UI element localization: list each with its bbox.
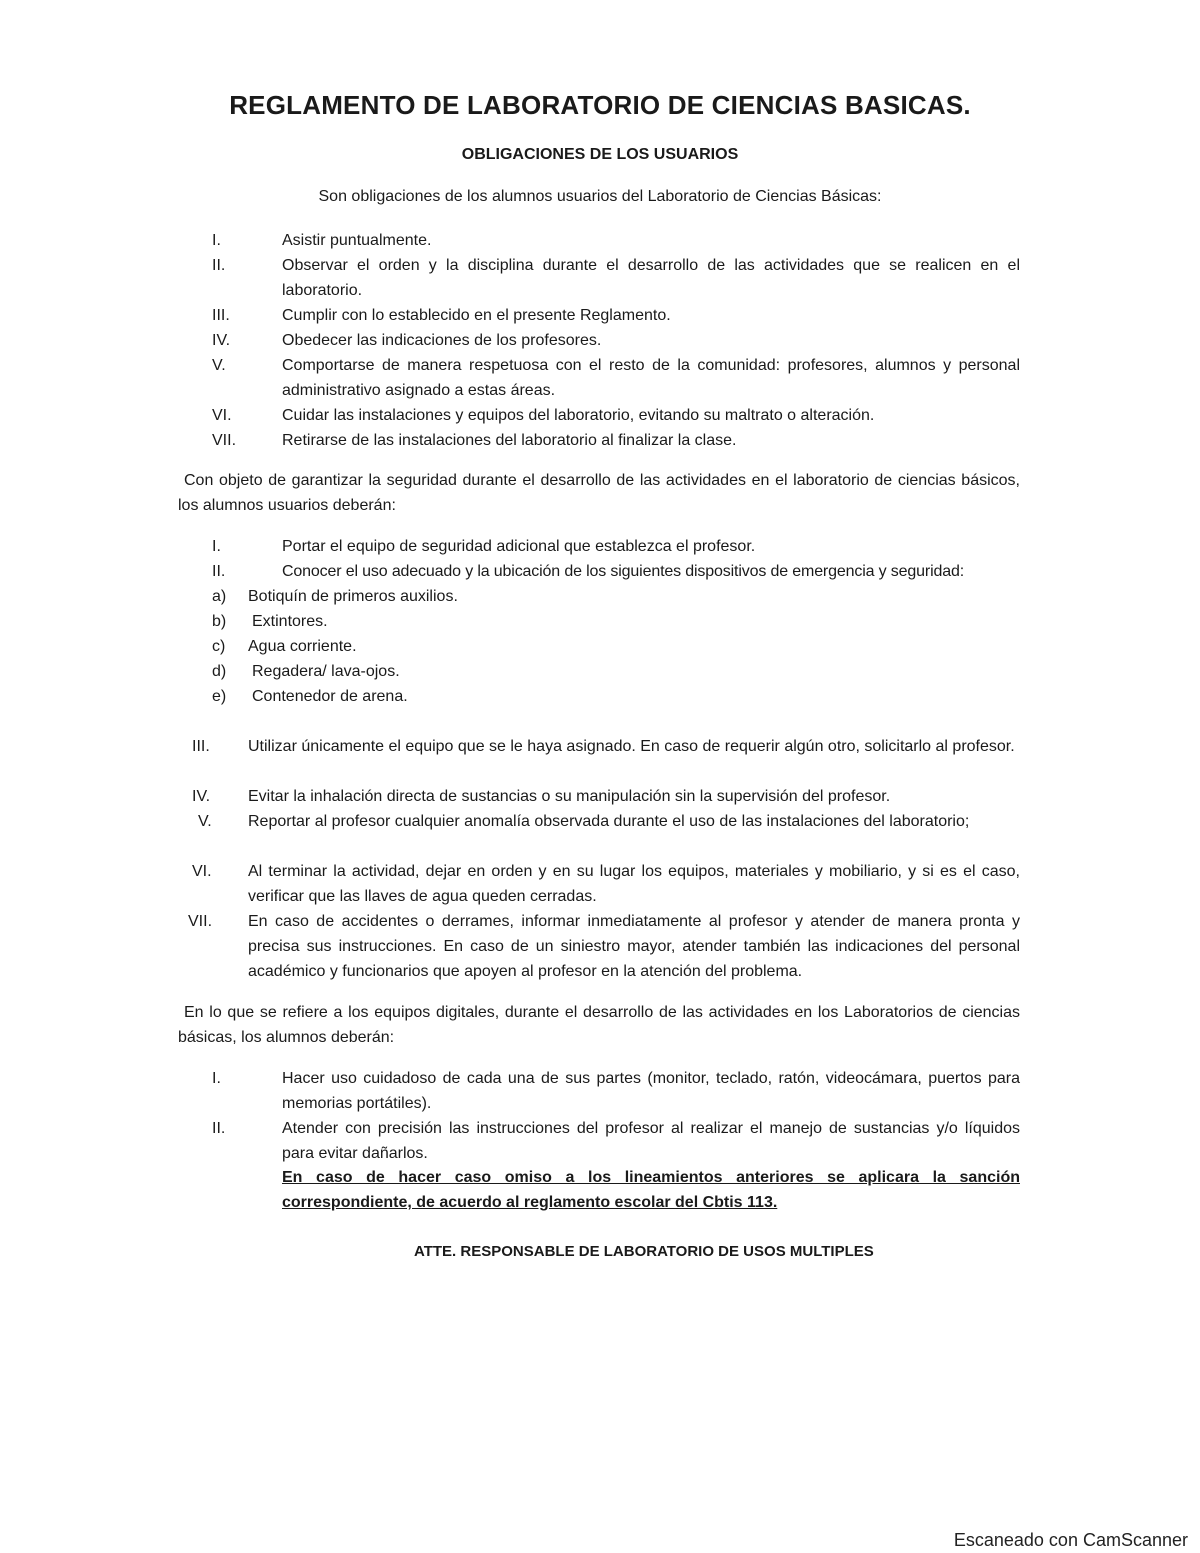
item-text: En caso de accidentes o derrames, informar inmediatamente al profesor y atender de manera pronta y precisa sus instrucciones. En caso de un siniestro mayor, atender también las indicaciones del personal académico y funcionarios que apoyen al profesor en la atención del problema. — [248, 913, 1020, 980]
device-item — [212, 634, 612, 659]
item-number: II. — [212, 257, 226, 274]
safety-paragraph: Con objeto de garantizar la seguridad durante el desarrollo de las actividades en el laboratorio de ciencias básicos, los alumnos usuarios deberán: — [178, 472, 1020, 514]
list-item — [212, 559, 1020, 584]
item-text: Agua corriente. — [248, 638, 357, 655]
item-text: Asistir puntualmente. — [282, 232, 432, 249]
item-number: II. — [212, 563, 226, 580]
item-letter: e) — [212, 688, 227, 705]
item-number: V. — [212, 357, 226, 374]
item-number: IV. — [212, 332, 231, 349]
intro-text: Son obligaciones de los alumnos usuarios del Laboratorio de Ciencias Básicas: — [318, 188, 882, 205]
item-text: Reportar al profesor cualquier anomalía observada durante el uso de las instalaciones del laboratorio; — [248, 813, 970, 830]
item-number: I. — [212, 232, 221, 249]
device-item — [212, 659, 612, 684]
scanner-watermark: Escaneado con CamScanner — [953, 1530, 1188, 1550]
list-item — [188, 909, 1020, 984]
list-item — [212, 1116, 1020, 1166]
list-item — [212, 403, 1020, 428]
list-item — [212, 353, 1020, 403]
list-item — [212, 303, 1020, 328]
item-text: Extintores. — [252, 613, 328, 630]
list-item — [212, 328, 1020, 353]
item-number: II. — [212, 1120, 226, 1137]
item-number: III. — [212, 307, 230, 324]
item-letter: c) — [212, 638, 226, 655]
item-text: Cuidar las instalaciones y equipos del laboratorio, evitando su maltrato o alteración. — [282, 407, 875, 424]
item-number: VI. — [192, 863, 212, 880]
list-item — [212, 253, 1020, 303]
item-text: Retirarse de las instalaciones del laboratorio al finalizar la clase. — [282, 432, 737, 449]
device-item — [212, 584, 612, 609]
item-text: Botiquín de primeros auxilios. — [248, 588, 458, 605]
item-text: Atender con precisión las instrucciones del profesor al realizar el manejo de sustancias y/o líquidos para evitar dañarlos. — [282, 1120, 1020, 1162]
item-number: IV. — [192, 788, 211, 805]
item-text: Contenedor de arena. — [252, 688, 408, 705]
item-number: VII. — [188, 913, 213, 930]
item-text: Evitar la inhalación directa de sustancias o su manipulación sin la supervisión del profesor. — [248, 788, 891, 805]
item-number: I. — [212, 1070, 221, 1087]
list-item — [212, 228, 1020, 253]
signature-line: ATTE. RESPONSABLE DE LABORATORIO DE USOS MULTIPLES — [414, 1243, 874, 1260]
digital-equipment-paragraph: En lo que se refiere a los equipos digitales, durante el desarrollo de las actividades en los Laboratorios de ciencias básicas, los alumnos deberán: — [178, 1004, 1020, 1046]
list-item — [192, 734, 1020, 784]
item-text: Comportarse de manera respetuosa con el resto de la comunidad: profesores, alumnos y personal administrativo asignado a estas áreas. — [282, 357, 1020, 399]
item-number: VII. — [212, 432, 237, 449]
list-item — [192, 859, 1020, 909]
device-item — [212, 609, 612, 634]
item-text: Utilizar únicamente el equipo que se le haya asignado. En caso de requerir algún otro, solicitarlo al profesor. — [248, 738, 1015, 755]
device-item — [212, 684, 612, 709]
list-item — [192, 784, 1020, 809]
list-item — [212, 1066, 1020, 1116]
list-item — [212, 534, 1020, 559]
item-text: Hacer uso cuidadoso de cada una de sus partes (monitor, teclado, ratón, videocámara, puertos para memorias portátiles). — [282, 1070, 1020, 1112]
document-subtitle: OBLIGACIONES DE LOS USUARIOS — [461, 146, 739, 163]
item-text: Conocer el uso adecuado y la ubicación de los siguientes dispositivos de emergencia y seguridad: — [282, 563, 965, 580]
item-text: Cumplir con lo establecido en el presente Reglamento. — [282, 307, 671, 324]
list-item — [192, 809, 1020, 859]
item-text: Regadera/ lava-ojos. — [252, 663, 400, 680]
item-text: Observar el orden y la disciplina durante el desarrollo de las actividades que se realicen en el laboratorio. — [282, 257, 1020, 299]
item-number: I. — [212, 538, 221, 555]
item-text: Obedecer las indicaciones de los profesores. — [282, 332, 602, 349]
sanction-notice: En caso de hacer caso omiso a los lineamientos anteriores se aplicara la sanción correspondiente, de acuerdo al reglamento escolar del Cbtis 113. — [282, 1169, 1020, 1211]
item-letter: d) — [212, 663, 227, 680]
item-letter: a) — [212, 588, 227, 605]
list-item — [212, 428, 1020, 453]
item-text: Al terminar la actividad, dejar en orden y en su lugar los equipos, materiales y mobiliario, y si es el caso, verificar que las llaves de agua queden cerradas. — [248, 863, 1020, 905]
item-number: III. — [192, 738, 210, 755]
item-text: Portar el equipo de seguridad adicional que establezca el profesor. — [282, 538, 756, 555]
document-title: REGLAMENTO DE LABORATORIO DE CIENCIAS BASICAS. — [229, 90, 971, 120]
item-number: V. — [198, 813, 212, 830]
item-number: VI. — [212, 407, 232, 424]
item-letter: b) — [212, 613, 227, 630]
